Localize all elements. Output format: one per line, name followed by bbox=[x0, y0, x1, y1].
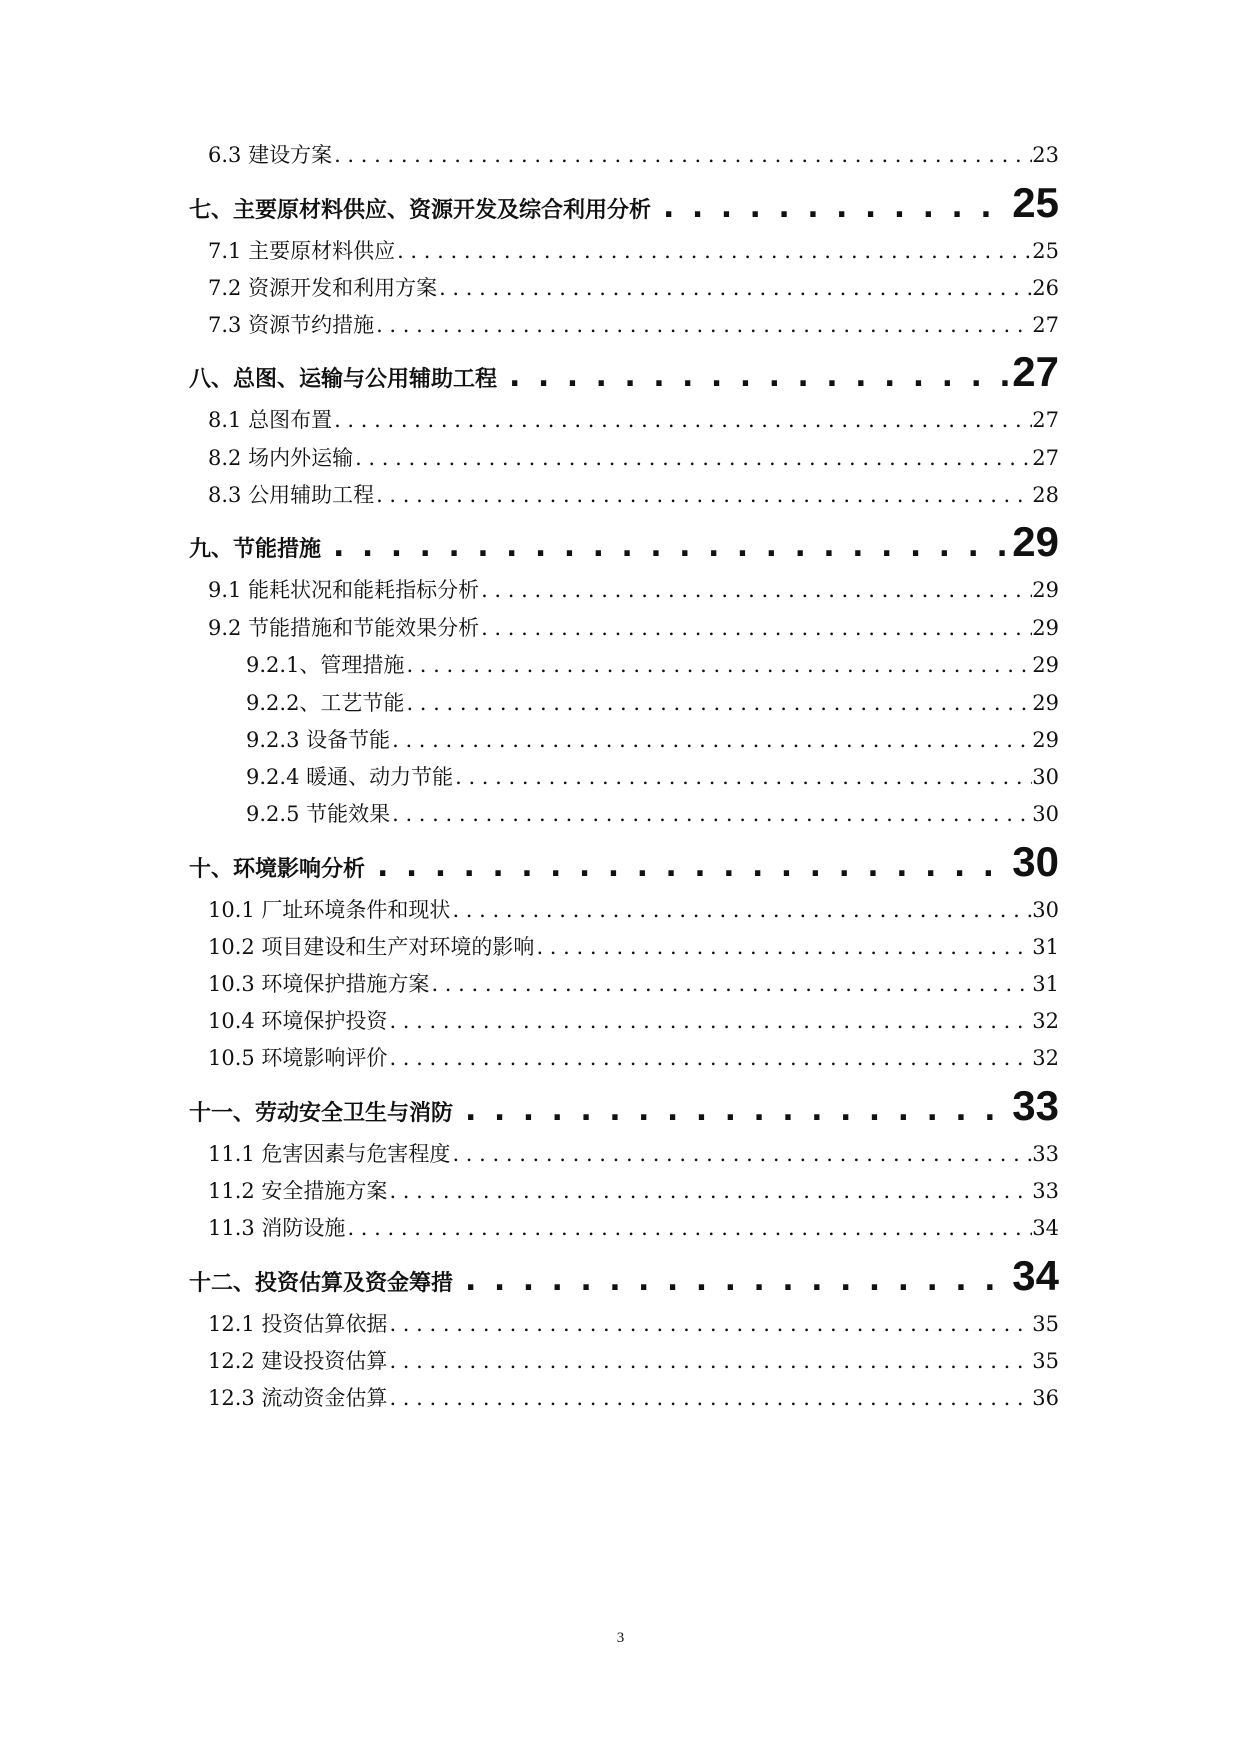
toc-dot-leader bbox=[651, 182, 1012, 234]
toc-dot-leader bbox=[497, 351, 1012, 403]
toc-entry-page: 33 bbox=[1032, 1142, 1059, 1166]
toc-section-entry[interactable] bbox=[208, 895, 1059, 925]
toc-section-entry[interactable] bbox=[208, 575, 1059, 605]
toc-section-entry[interactable] bbox=[208, 1006, 1059, 1036]
toc-dot-leader bbox=[353, 443, 1032, 473]
toc-dot-leader bbox=[332, 405, 1032, 435]
toc-entry-label: 十二、投资估算及资金筹措 bbox=[189, 1271, 454, 1296]
toc-dot-leader bbox=[479, 613, 1032, 643]
toc-dot-leader bbox=[374, 310, 1032, 340]
toc-entry-label: 11.2 安全措施方案 bbox=[208, 1179, 388, 1203]
toc-entry-label: 12.2 建设投资估算 bbox=[208, 1349, 388, 1373]
toc-entry-page: 36 bbox=[1032, 1386, 1059, 1410]
toc-entry-page: 29 bbox=[1032, 653, 1059, 677]
toc-chapter-entry[interactable] bbox=[189, 177, 1059, 229]
toc-entry-page: 27 bbox=[1012, 348, 1059, 395]
toc-chapter-entry[interactable] bbox=[189, 1080, 1059, 1132]
toc-subsection-entry[interactable] bbox=[246, 725, 1059, 755]
toc-entry-label: 十、环境影响分析 bbox=[189, 857, 366, 882]
toc-dot-leader bbox=[387, 1346, 1032, 1376]
toc-dot-leader bbox=[387, 1309, 1032, 1339]
toc-section-entry[interactable] bbox=[208, 1346, 1059, 1376]
toc-entry-page: 31 bbox=[1032, 972, 1059, 996]
toc-section-entry[interactable] bbox=[208, 443, 1059, 473]
toc-chapter-entry[interactable] bbox=[189, 1250, 1059, 1302]
toc-subsection-entry[interactable] bbox=[246, 688, 1059, 718]
toc-section-entry[interactable] bbox=[208, 1139, 1059, 1169]
toc-entry-page: 30 bbox=[1032, 765, 1059, 789]
toc-section-entry[interactable] bbox=[208, 405, 1059, 435]
toc-section-entry[interactable] bbox=[208, 1176, 1059, 1206]
toc-section-entry[interactable] bbox=[208, 932, 1059, 962]
toc-section-entry[interactable] bbox=[208, 1043, 1059, 1073]
toc-entry-label: 8.1 总图布置 bbox=[208, 408, 333, 432]
toc-entry-label: 6.3 建设方案 bbox=[208, 143, 333, 167]
toc-entry-page: 29 bbox=[1032, 691, 1059, 715]
toc-dot-leader bbox=[404, 650, 1032, 680]
toc-entry-page: 35 bbox=[1032, 1349, 1059, 1373]
toc-dot-leader bbox=[437, 273, 1032, 303]
toc-dot-leader bbox=[453, 1255, 1012, 1307]
toc-dot-leader bbox=[387, 1383, 1032, 1413]
toc-entry-page: 34 bbox=[1032, 1216, 1059, 1240]
toc-dot-leader bbox=[404, 688, 1032, 718]
toc-entry-label: 11.3 消防设施 bbox=[208, 1216, 346, 1240]
toc-subsection-entry[interactable] bbox=[246, 650, 1059, 680]
toc-chapter-entry[interactable] bbox=[189, 346, 1059, 398]
toc-dot-leader bbox=[429, 969, 1032, 999]
toc-dot-leader bbox=[390, 799, 1032, 829]
page-number: 3 bbox=[616, 1630, 625, 1646]
toc-section-entry[interactable] bbox=[208, 140, 1059, 170]
toc-dot-leader bbox=[479, 575, 1032, 605]
toc-entry-page: 32 bbox=[1032, 1009, 1059, 1033]
toc-entry-label: 7.1 主要原材料供应 bbox=[208, 239, 396, 263]
toc-dot-leader bbox=[332, 140, 1032, 170]
toc-dot-leader bbox=[390, 725, 1032, 755]
toc-entry-page: 30 bbox=[1012, 838, 1059, 885]
toc-subsection-entry[interactable] bbox=[246, 799, 1059, 829]
toc-entry-page: 27 bbox=[1032, 313, 1059, 337]
toc-dot-leader bbox=[345, 1213, 1032, 1243]
toc-entry-label: 10.3 环境保护措施方案 bbox=[208, 972, 430, 996]
toc-entry-page: 32 bbox=[1032, 1046, 1059, 1070]
toc-entry-page: 29 bbox=[1032, 616, 1059, 640]
toc-entry-label: 8.2 场内外运输 bbox=[208, 446, 354, 470]
toc-dot-leader bbox=[453, 762, 1032, 792]
toc-section-entry[interactable] bbox=[208, 236, 1059, 266]
toc-entry-label: 九、节能措施 bbox=[189, 537, 322, 562]
toc-entry-page: 33 bbox=[1032, 1179, 1059, 1203]
toc-entry-page: 29 bbox=[1032, 578, 1059, 602]
toc-chapter-entry[interactable] bbox=[189, 516, 1059, 568]
toc-dot-leader bbox=[450, 1139, 1032, 1169]
toc-entry-page: 30 bbox=[1032, 802, 1059, 826]
toc-entry-label: 10.2 项目建设和生产对环境的影响 bbox=[208, 935, 535, 959]
toc-section-entry[interactable] bbox=[208, 310, 1059, 340]
toc-entry-label: 9.2 节能措施和节能效果分析 bbox=[208, 616, 480, 640]
toc-section-entry[interactable] bbox=[208, 1213, 1059, 1243]
toc-entry-page: 30 bbox=[1032, 898, 1059, 922]
toc-dot-leader bbox=[387, 1006, 1032, 1036]
toc-entry-page: 25 bbox=[1032, 239, 1059, 263]
toc-dot-leader bbox=[387, 1176, 1032, 1206]
toc-entry-page: 34 bbox=[1012, 1252, 1059, 1299]
toc-entry-label: 11.1 危害因素与危害程度 bbox=[208, 1142, 451, 1166]
toc-entry-page: 27 bbox=[1032, 446, 1059, 470]
toc-dot-leader bbox=[453, 1085, 1012, 1137]
toc-dot-leader bbox=[387, 1043, 1032, 1073]
toc-dot-leader bbox=[374, 480, 1032, 510]
toc-entry-label: 十一、劳动安全卫生与消防 bbox=[189, 1101, 454, 1126]
toc-entry-label: 9.1 能耗状况和能耗指标分析 bbox=[208, 578, 480, 602]
toc-entry-page: 25 bbox=[1012, 179, 1059, 226]
toc-entry-page: 35 bbox=[1032, 1312, 1059, 1336]
toc-entry-label: 7.3 资源节约措施 bbox=[208, 313, 375, 337]
toc-entry-page: 29 bbox=[1032, 728, 1059, 752]
toc-subsection-entry[interactable] bbox=[246, 762, 1059, 792]
toc-section-entry[interactable] bbox=[208, 273, 1059, 303]
toc-entry-label: 9.2.4 暖通、动力节能 bbox=[246, 765, 454, 789]
toc-section-entry[interactable] bbox=[208, 969, 1059, 999]
toc-entry-label: 9.2.2、工艺节能 bbox=[246, 691, 405, 715]
toc-dot-leader bbox=[395, 236, 1032, 266]
toc-entry-label: 10.1 厂址环境条件和现状 bbox=[208, 898, 451, 922]
table-of-contents bbox=[189, 0, 1059, 1754]
toc-entry-label: 八、总图、运输与公用辅助工程 bbox=[189, 367, 498, 392]
toc-entry-label: 10.4 环境保护投资 bbox=[208, 1009, 388, 1033]
toc-section-entry[interactable] bbox=[208, 480, 1059, 510]
toc-section-entry[interactable] bbox=[208, 613, 1059, 643]
toc-entry-label: 七、主要原材料供应、资源开发及综合利用分析 bbox=[189, 198, 652, 223]
toc-dot-leader bbox=[365, 841, 1012, 893]
toc-section-entry[interactable] bbox=[208, 1383, 1059, 1413]
toc-entry-label: 9.2.5 节能效果 bbox=[246, 802, 391, 826]
toc-chapter-entry[interactable] bbox=[189, 836, 1059, 888]
toc-entry-page: 33 bbox=[1012, 1082, 1059, 1129]
toc-entry-page: 23 bbox=[1032, 143, 1059, 167]
toc-dot-leader bbox=[534, 932, 1032, 962]
toc-entry-page: 27 bbox=[1032, 408, 1059, 432]
toc-entry-page: 28 bbox=[1032, 483, 1059, 507]
toc-entry-label: 9.2.3 设备节能 bbox=[246, 728, 391, 752]
toc-dot-leader bbox=[321, 521, 1012, 573]
toc-entry-page: 29 bbox=[1012, 518, 1059, 565]
toc-entry-page: 26 bbox=[1032, 276, 1059, 300]
toc-section-entry[interactable] bbox=[208, 1309, 1059, 1339]
toc-entry-label: 10.5 环境影响评价 bbox=[208, 1046, 388, 1070]
toc-entry-label: 12.1 投资估算依据 bbox=[208, 1312, 388, 1336]
toc-dot-leader bbox=[450, 895, 1032, 925]
toc-entry-label: 8.3 公用辅助工程 bbox=[208, 483, 375, 507]
toc-entry-label: 9.2.1、管理措施 bbox=[246, 653, 405, 677]
toc-entry-label: 7.2 资源开发和利用方案 bbox=[208, 276, 438, 300]
toc-entry-label: 12.3 流动资金估算 bbox=[208, 1386, 388, 1410]
toc-entry-page: 31 bbox=[1032, 935, 1059, 959]
